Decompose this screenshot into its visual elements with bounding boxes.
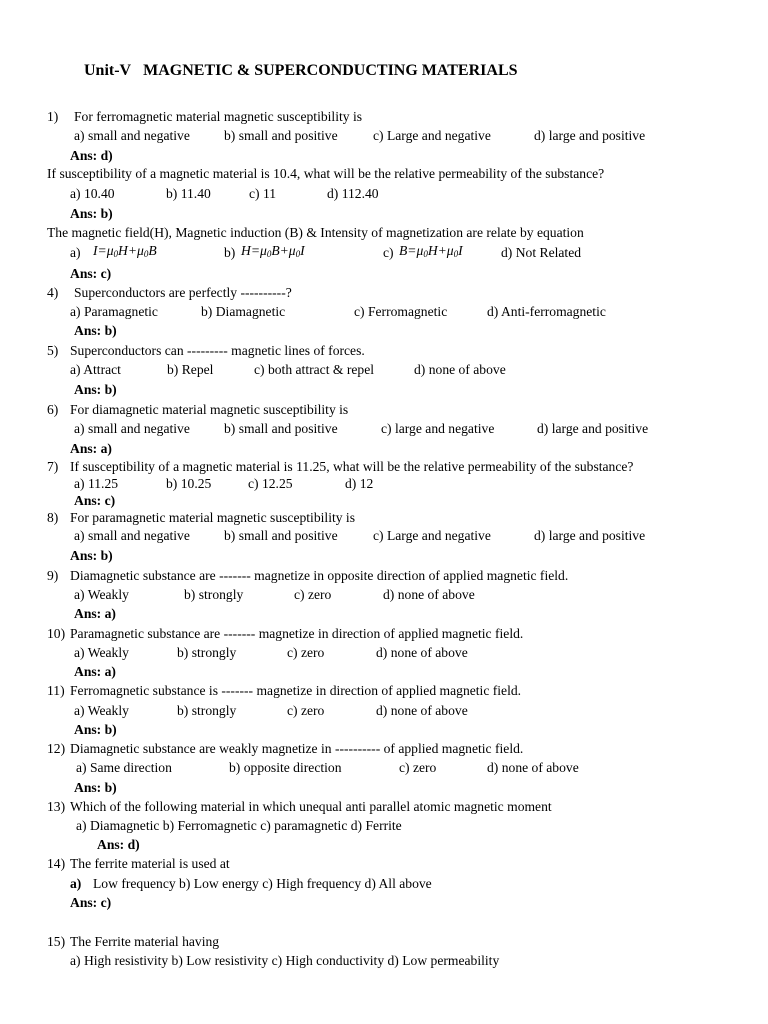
answer: Ans: b) xyxy=(74,382,117,397)
question-text: If susceptibility of a magnetic material is 11.25, what will be the relative permeability of the substance? xyxy=(70,459,634,474)
options-line: a) High resistivity b) Low resistivity c) High conductivity d) Low permeability xyxy=(70,953,500,968)
answer: Ans: c) xyxy=(70,895,112,910)
question-text: Paramagnetic substance are ------- magnetize in direction of applied magnetic field. xyxy=(70,626,524,641)
option-c: c) zero xyxy=(287,645,325,660)
question-number: 10) xyxy=(47,626,66,641)
option-c: c) Large and negative xyxy=(373,528,491,543)
question-text: Ferromagnetic substance is ------- magnetize in direction of applied magnetic field. xyxy=(70,683,522,698)
option-a: a) Weakly xyxy=(74,587,129,602)
option-a: a) Paramagnetic xyxy=(70,304,158,319)
question-number: 13) xyxy=(47,799,66,814)
option-a: a) 10.40 xyxy=(70,186,115,201)
question-text: Superconductors can --------- magnetic lines of forces. xyxy=(70,343,365,358)
option-b: b) strongly xyxy=(184,587,244,602)
option-c: c) Large and negative xyxy=(373,128,491,143)
option-d: d) Anti-ferromagnetic xyxy=(487,304,606,319)
question-number: 12) xyxy=(47,741,66,756)
option-c: c) large and negative xyxy=(381,421,495,436)
answer: Ans: c) xyxy=(74,493,116,508)
equation-b: $H=\mu_0B+\mu_0I$ xyxy=(241,243,305,259)
question-number: 1) xyxy=(47,109,59,124)
page-title xyxy=(84,62,518,80)
option-b: b) small and positive xyxy=(224,421,338,436)
question-number: 4) xyxy=(47,285,59,300)
option-c: c) zero xyxy=(294,587,332,602)
answer: Ans: c) xyxy=(70,266,112,281)
question-number: 6) xyxy=(47,402,59,417)
option-b: b) xyxy=(224,245,236,260)
option-a: a) xyxy=(70,876,82,891)
option-d: d) none of above xyxy=(383,587,475,602)
answer: Ans: b) xyxy=(74,780,117,795)
option-d: d) 12 xyxy=(345,476,374,491)
question-number: 11) xyxy=(47,683,65,698)
answer: Ans: a) xyxy=(74,606,116,621)
question-text: Diamagnetic substance are weakly magnetize in ---------- of applied magnetic field. xyxy=(70,741,524,756)
question-text: For ferromagnetic material magnetic susceptibility is xyxy=(74,109,363,124)
option-b: b) small and positive xyxy=(224,528,338,543)
question-number: 14) xyxy=(47,856,66,871)
options-line: Low frequency b) Low energy c) High frequency d) All above xyxy=(93,876,432,891)
option-d: d) Not Related xyxy=(501,245,582,260)
equation-c: $B=\mu_0H+\mu_0I$ xyxy=(399,243,463,259)
option-b: b) Diamagnetic xyxy=(201,304,286,319)
option-a: a) small and negative xyxy=(74,528,190,543)
option-b: b) 11.40 xyxy=(166,186,211,201)
option-c: c) zero xyxy=(399,760,437,775)
option-d: d) none of above xyxy=(376,645,468,660)
option-c: c) 12.25 xyxy=(248,476,293,491)
question-text: Which of the following material in which unequal anti parallel atomic magnetic moment xyxy=(70,799,552,814)
question-text: Diamagnetic substance are ------- magnetize in opposite direction of applied magnetic field. xyxy=(70,568,569,583)
option-a: a) Weakly xyxy=(74,703,129,718)
question-number: 9) xyxy=(47,568,59,583)
option-a: a) Weakly xyxy=(74,645,129,660)
option-b: b) opposite direction xyxy=(229,760,342,775)
option-a: a) 11.25 xyxy=(74,476,119,491)
options-line: a) Diamagnetic b) Ferromagnetic c) paramagnetic d) Ferrite xyxy=(76,818,402,833)
option-b: b) strongly xyxy=(177,645,237,660)
question-text: For diamagnetic material magnetic susceptibility is xyxy=(70,402,349,417)
option-d: d) none of above xyxy=(376,703,468,718)
option-c: c) zero xyxy=(287,703,325,718)
option-b: b) Repel xyxy=(167,362,214,377)
question-text: If susceptibility of a magnetic material is 10.4, what will be the relative permeability of the substance? xyxy=(47,166,605,181)
answer: Ans: a) xyxy=(74,664,116,679)
option-d: d) none of above xyxy=(487,760,579,775)
question-number: 15) xyxy=(47,934,66,949)
option-a: a) small and negative xyxy=(74,128,190,143)
option-d: d) none of above xyxy=(414,362,506,377)
answer: Ans: d) xyxy=(97,837,140,852)
option-c: c) xyxy=(383,245,394,260)
option-c: c) 11 xyxy=(249,186,277,201)
answer: Ans: b) xyxy=(70,206,113,221)
option-b: b) strongly xyxy=(177,703,237,718)
answer: Ans: b) xyxy=(74,323,117,338)
equation-a: $I=\mu_0H+\mu_0B$ xyxy=(93,243,157,259)
answer: Ans: a) xyxy=(70,441,112,456)
question-text: The magnetic field(H), Magnetic induction (B) & Intensity of magnetization are relate by equation xyxy=(47,225,584,240)
option-d: d) large and positive xyxy=(537,421,649,436)
title-text: MAGNETIC & SUPERCONDUCTING MATERIALS xyxy=(143,62,518,79)
option-c: c) Ferromagnetic xyxy=(354,304,448,319)
option-d: d) 112.40 xyxy=(327,186,379,201)
option-a: a) xyxy=(70,245,81,260)
option-a: a) Same direction xyxy=(76,760,172,775)
question-text: The ferrite material is used at xyxy=(70,856,230,871)
question-text: For paramagnetic material magnetic susceptibility is xyxy=(70,510,356,525)
option-c: c) both attract & repel xyxy=(254,362,375,377)
option-d: d) large and positive xyxy=(534,128,646,143)
question-text: The Ferrite material having xyxy=(70,934,220,949)
option-b: b) small and positive xyxy=(224,128,338,143)
question-text: Superconductors are perfectly ----------? xyxy=(74,285,292,300)
answer: Ans: b) xyxy=(70,548,113,563)
option-b: b) 10.25 xyxy=(166,476,212,491)
answer: Ans: b) xyxy=(74,722,117,737)
question-number: 8) xyxy=(47,510,59,525)
unit-label: Unit-V xyxy=(84,62,132,79)
answer: Ans: d) xyxy=(70,148,113,163)
question-number: 7) xyxy=(47,459,59,474)
option-a: a) small and negative xyxy=(74,421,190,436)
option-d: d) large and positive xyxy=(534,528,646,543)
option-a: a) Attract xyxy=(70,362,121,377)
question-number: 5) xyxy=(47,343,59,358)
